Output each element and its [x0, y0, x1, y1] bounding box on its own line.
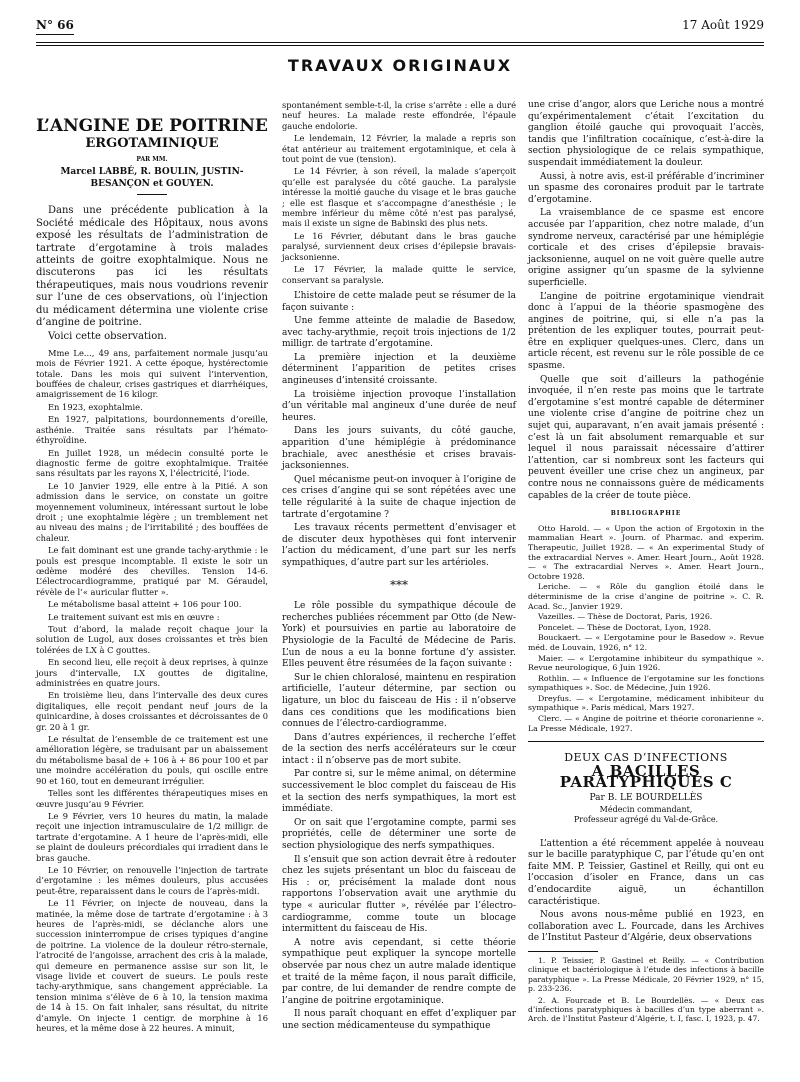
body-paragraph: Dans d’autres expériences, il recherche l’effet de la section des nerfs accélérateurs sur le cœur intact : il n’observe pas de mort subite.: [282, 732, 516, 766]
issue-date: 17 Août 1929: [682, 18, 764, 32]
section-break-stars: ***: [390, 577, 408, 592]
article-title: L’ANGINE DE POITRINE: [36, 116, 268, 136]
article-subtitle: ERGOTAMINIQUE: [85, 136, 219, 151]
observation-paragraph: En second lieu, elle reçoit à deux reprises, à quinze jours d’intervalle, LX gouttes de digitaline, administrées en quatre jours.: [36, 657, 268, 689]
body-paragraph: La troisième injection provoque l’installation d’un véritable mal angineux d’une durée de neuf heures.: [282, 389, 516, 423]
affiliation-line: Professeur agrégé du Val-de-Grâce.: [573, 814, 719, 824]
article2-byline: Par B. LE BOURDELLÈS: [589, 793, 703, 804]
observation-paragraph: Le fait dominant est une grande tachy-arythmie : le pouls est presque incomptable. Il existe le soir un œdème modéré des chevilles. Tension 14-6. L’électrocardiogramme, pratiqué par M. Géraudel, révèle de l’« auricular flutter ».: [36, 545, 268, 597]
body-paragraph: L’attention a été récemment appelée à nouveau sur le bacille paratyphique C, par l’étude qu’en ont faite MM. P. Teissier, Gastinel et Reilly, qui ont eu l’occasion d’isoler en France, dans un cas d’endocardite aiguë, un échantillon caractéristique.: [528, 838, 764, 907]
observation-paragraph: Le résultat de l’ensemble de ce traitement est une amélioration légère, se traduisant par un abaissement du métabolisme basal de + 106 à + 86 pour 100 et par une moindre accélération du pouls, qui oscille entre 90 et 160, tout en demeurant irrégulier.: [36, 734, 268, 786]
par-label: PAR MM.: [136, 155, 168, 163]
column-2: [282, 100, 516, 1035]
observation: [36, 348, 268, 1034]
body-paragraph: Sur le chien chloralosé, maintenu en respiration artificielle, l’auteur détermine, par section ou ligature, un bloc du faisceau de His : il n’observe dans ces conditions que les modifications bien connues de l’électro-cardiogramme.: [282, 672, 516, 730]
observation-paragraph: Telles sont les différentes thérapeutiques mises en œuvre jusqu’au 9 Février.: [36, 788, 268, 809]
observation-paragraph: En 1927, palpitations, bourdonnements d’oreille, asthénie. Traitée sans résultats par l’hémato-éthyroïdine.: [36, 414, 268, 446]
observation-paragraph: En 1923, exophtalmie.: [48, 401, 143, 412]
affiliation-line: Médecin commandant,: [599, 804, 693, 814]
page-number: N° 66: [36, 18, 74, 35]
article2-supertitle: DEUX CAS D’INFECTIONS: [564, 751, 728, 765]
bibliography-entry: Bouckaert. — « L’ergotamine pour le Basedow ». Revue méd. de Louvain, 1926, n° 12.: [528, 633, 764, 652]
bibliography-entry: Maier. — « L’ergotamine inhibiteur du sympathique ». Revue neurologique, 6 Juin 1926.: [528, 653, 764, 673]
observation-paragraph: Le métabolisme basal atteint + 106 pour 100.: [48, 599, 242, 610]
observation-paragraph: Le lendemain, 12 Février, la malade a repris son état antérieur au traitement ergotaminique, et cela à tout point de vue (tension).: [282, 133, 516, 165]
body-paragraph: Aussi, à notre avis, est-il préférable d’incriminer un spasme des coronaires produit par le tartrate d’ergotamine.: [528, 171, 764, 205]
body-paragraph: Les travaux récents permettent d’envisager et de discuter deux hypothèses qui font intervenir l’action du médicament, d’une part sur les nerfs sympathiques, d’autre part sur les artérioles.: [282, 523, 516, 568]
body-paragraph: Quel mécanisme peut-on invoquer à l’origine de ces crises d’angine qui se sont répétées avec une telle régularité à la suite de chaque injection de tartrate d’ergotamine ?: [282, 474, 516, 520]
title-divider: [137, 194, 167, 195]
intro-paragraph: Voici cette observation.: [48, 331, 167, 343]
observation-paragraph: Le 17 Février, la malade quitte le service, conservant sa paralysie.: [282, 264, 516, 285]
body-paragraph: Une femme atteinte de maladie de Basedow, avec tachy-arythmie, reçoit trois injections de 1/2 milligr. de tartrate d’ergotamine.: [282, 316, 516, 350]
observation-paragraph: Le 14 Février, à son réveil, la malade s’aperçoit qu’elle est paralysée du côté gauche. La paralysie intéresse la moitié gauche du visage et le bras gauche ; elle est flasque et s’accompagne d’anesthésie ; le membre inférieur du même côté n’est pas paralysé, mais il existe un signe de Babinski des plus nets.: [282, 166, 516, 229]
article2-affiliation: [528, 805, 764, 825]
body-paragraph: La vraisemblance de ce spasme est encore accusée par l’apparition, chez notre malade, d’un syndrome nerveux, caractérisé par une hémiplégie corticale et des crises d’épilepsie bravais-jacksonienne, auquel on ne voit guère quelle autre origine assigner qu’un spasme de la sylvienne superficielle.: [528, 208, 764, 288]
bibliography-entry: Clerc. — « Angine de poitrine et théorie coronarienne ». La Presse Médicale, 1927.: [528, 714, 764, 733]
body-paragraph: Or on sait que l’ergotamine compte, parmi ses propriétés, celle de déterminer une sorte de section physiologique des nerfs sympathiques.: [282, 817, 516, 852]
bibliography-entry: Rothlin. — « Influence de l’ergotamine sur les fonctions sympathiques ». Soc. de Médecine, Juin 1926.: [528, 673, 764, 693]
observation-paragraph: En Juillet 1928, un médecin consulté porte le diagnostic ferme de goitre exophtalmique. Traitée sans résultats par les rayons X, l’électricité, l’iode.: [36, 447, 268, 479]
body-paragraph: Dans les jours suivants, du côté gauche, apparition d’une hémiplégie à prédominance brachiale, avec anesthésie et crises bravais-jacksoniennes.: [282, 426, 516, 472]
body-paragraph: Quelle que soit d’ailleurs la pathogénie invoquée, il n’en reste pas moins que le tartrate d’ergotamine s’est montré capable de déterminer une violente crise d’angine de poitrine chez un sujet qui, auparavant, n’en avait jamais présenté : c’est là un fait absolument remarquable et sur lequel il nous paraissait nécessaire d’attirer l’attention, car si nombreux sont les facteurs qui peuvent éveiller une crise chez un angineux, par contre nous ne connaissons guère de médicaments capables de la créer de toute pièce.: [528, 374, 764, 501]
observation-paragraph: Le 10 Février, on renouvelle l’injection de tartrate d’ergotamine : les mêmes douleurs, plus accusées peut-être, reparaissent dans le cours de l’après-midi.: [36, 864, 268, 896]
header-rule: [36, 42, 764, 43]
section-title: TRAVAUX ORIGINAUX: [287, 56, 513, 75]
bibliography: [528, 524, 764, 733]
observation-paragraph: Mme Le..., 49 ans, parfaitement normale jusqu’au mois de Février 1921. A cette époque, hystérectomie totale. Dans les mois qui suivent l’intervention, bouffées de chaleur, crises gastriques et diarrhéiques, amaigrissement de 16 kilogr.: [36, 347, 268, 400]
article-separator: [528, 741, 764, 742]
summary: [282, 291, 516, 570]
bibliography-entry: Dreyfus. — « L’ergotamine, médicament inhibiteur du sympathique ». Paris médical, Mars 1927.: [528, 693, 764, 713]
bibliography-entry: Vazeilles. — Thèse de Doctorat, Paris, 1926.: [538, 612, 713, 622]
body-paragraph: L’angine de poitrine ergotaminique viendrait donc à l’appui de la théorie spasmogène des angines de poitrine, qui, si elle n’a pas la prétention de les expliquer toutes, pourrait peut-être en expliquer quelques-unes. Clerc, dans un article récent, est revenu sur le rôle possible de ce spasme.: [528, 291, 764, 372]
body-paragraph: Il s’ensuit que son action devrait être à redouter chez les sujets présentant un bloc du faisceau de His : or, précisément la malade dont nous rapportons l’observation avait une arythmie du type « auricular flutter », révélée par l’électro-cardiogramme, comme toute un blocage intermittent du faisceau de His.: [282, 854, 516, 935]
intro-paragraph: Dans une précédente publication à la Société médicale des Hôpitaux, nous avons exposé les résultats de l’administration de tartrate d’ergotamine à trois malades atteints de goitre exophtalmique. Nous ne discuterons pas ici les résultats thérapeutiques, mais nous voudrions revenir sur l’une de ces observations, où l’injection du médicament détermina une violente crise d’angine de poitrine.: [36, 205, 268, 329]
body-paragraph: A notre avis cependant, si cette théorie sympathique peut expliquer la syncope mortelle observée par nous chez un autre malade identique et traité de la même façon, il nous paraît difficile, par contre, de lui demander de rendre compte de l’angine de poitrine ergotaminique.: [282, 937, 516, 1006]
discussion: [282, 601, 516, 1032]
footnote: 2. A. Fourcade et B. Le Bourdellès. — « Deux cas d’infections paratyphiques à bacilles d’un type aberrant ». Arch. de l’Institut Pasteur d’Algérie, t. I, fasc. I, 1923, p. 47.: [528, 995, 764, 1024]
observation-paragraph: Le 11 Février, on injecte de nouveau, dans la matinée, la même dose de tartrate d’ergotamine : à 3 heures de l’après-midi, se déclanche alors une succession ininterrompue de crises typiques d’angine de poitrine. La violence de la douleur rétro-sternale, l’atrocité de l’angoisse, arrachent des cris à la malade, qui demeure en permanence assise sur son lit, le visage livide et couvert de sueurs. Le pouls reste tachy-arythmique, sans changement appréciable. La tension minima s’élève de 6 à 10, la tension maxima de 14 à 15. On fait inhaler, sans résultat, du nitrite d’amyle. On injecte 1 centigr. de morphine à 16 heures, et la même dose à 22 heures. A minuit,: [36, 898, 268, 1034]
body-paragraph: Le rôle possible du sympathique découle de recherches publiées récemment par Otto (de New-York) et poursuivies en partie au laboratoire de Physiologie de la Faculté de Médecine de Paris. L’un de nous a eu la bonne fortune d’y assister. Elles peuvent être résumées de la façon suivante :: [282, 601, 516, 670]
observation-paragraph: Le traitement suivant est mis en œuvre :: [48, 611, 220, 622]
observation-paragraph: Le 10 Janvier 1929, elle entre à la Pitié. A son admission dans le service, on constate un goitre moyennement volumineux, intéressant surtout le lobe droit ; une exophtalmie légère ; un tremblement net au niveau des mains ; de l’irritabilité ; des bouffées de chaleur.: [36, 480, 268, 543]
observation-paragraph: Tout d’abord, la malade reçoit chaque jour la solution de Lugol, aux doses croissantes et très bien tolérées de LX à C gouttes.: [36, 624, 268, 655]
column-1: [36, 108, 268, 1035]
body-paragraph: une crise d’angor, alors que Leriche nous a montré qu’expérimentalement c’était l’excitation du ganglion étoilé gauche qui provoquait l’accès, tandis que l’infiltration cocaïnique, c’est-à-dire la section physiologique de ce relais sympathique, suspendait immédiatement la douleur.: [528, 100, 764, 168]
body-paragraph: L’histoire de cette malade peut se résumer de la façon suivante :: [282, 290, 516, 313]
bibliography-entry: Otto Harold. — « Upon the action of Ergotoxin in the mammalian Heart ». Journ. of Pharmac. and experim. Therapeutic, Juillet 1928. — « An experimental Study of the extracardial Nerves ». Amer. Heart Journ., Août 1928. — « The extracardial Nerves ». Amer. Heart Journ., Octobre 1928.: [528, 523, 764, 581]
body-paragraph: Il nous paraît choquant en effet d’expliquer par une section médicamenteuse du sympathique: [282, 1009, 516, 1031]
bibliography-entry: Leriche. — « Rôle du ganglion étoilé dans le déterminisme de la crise d’angine de poitrine ». C. R. Acad. Sc., Janvier 1929.: [528, 582, 764, 611]
footnote-rule: [528, 951, 598, 952]
article-authors: Marcel LABBÉ, R. BOULIN, JUSTIN-BESANÇON et GOUYEN.: [60, 167, 244, 189]
body-paragraph: Nous avons nous-même publié en 1923, en collaboration avec L. Fourcade, dans les Archives de l’Institut Pasteur d’Algérie, deux observations: [528, 910, 764, 944]
observation-paragraph: Le 16 Février, débutant dans le bras gauche paralysé, surviennent deux crises d’épilepsie bravais-jacksonienne.: [282, 230, 516, 262]
bibliography-entry: Poncelet. — Thèse de Doctorat, Lyon, 1928.: [538, 622, 712, 632]
observation-paragraph: En troisième lieu, dans l’intervalle des deux cures digitaliques, elle reçoit pendant neuf jours de la quinicardine, à doses croissantes et décroissantes de 0 gr. 20 à 1 gr.: [36, 690, 268, 732]
footnotes: [528, 956, 764, 1024]
article2-title: A BACILLES PARATYPHIQUES C: [559, 761, 733, 792]
body-paragraph: La première injection et la deuxième déterminent l’apparition de petites crises angineuses d’intensité croissante.: [282, 352, 516, 387]
bibliography-heading: BIBLIOGRAPHIE: [610, 510, 682, 518]
body-paragraph: Par contre si, sur le même animal, on détermine successivement le bloc complet du faisceau de His et la section des nerfs sympathiques, la mort est immédiate.: [282, 769, 516, 815]
observation-paragraph: spontanément semble-t-il, la crise s’arrête : elle a duré neuf heures. La malade reste effondrée, l’épaule gauche endolorie.: [282, 100, 516, 131]
observation-paragraph: Le 9 Février, vers 10 heures du matin, la malade reçoit une injection intramusculaire de 1/2 milligr. de tartrate d’ergotamine. A 1 heure de l’après-midi, elle se plaint de douleurs précordiales qui irradient dans le bras gauche.: [36, 810, 268, 863]
footnote: 1. P. Teissier, P. Gastinel et Reilly. — « Contribution clinique et bactériologique à l’étude des infections à bacille paratyphique ». La Presse Médicale, 20 Février 1929, n° 15, p. 233-236.: [528, 955, 764, 994]
column-3: [528, 100, 764, 1026]
observation-continued: [282, 100, 516, 285]
header-rule-double: [36, 45, 764, 46]
